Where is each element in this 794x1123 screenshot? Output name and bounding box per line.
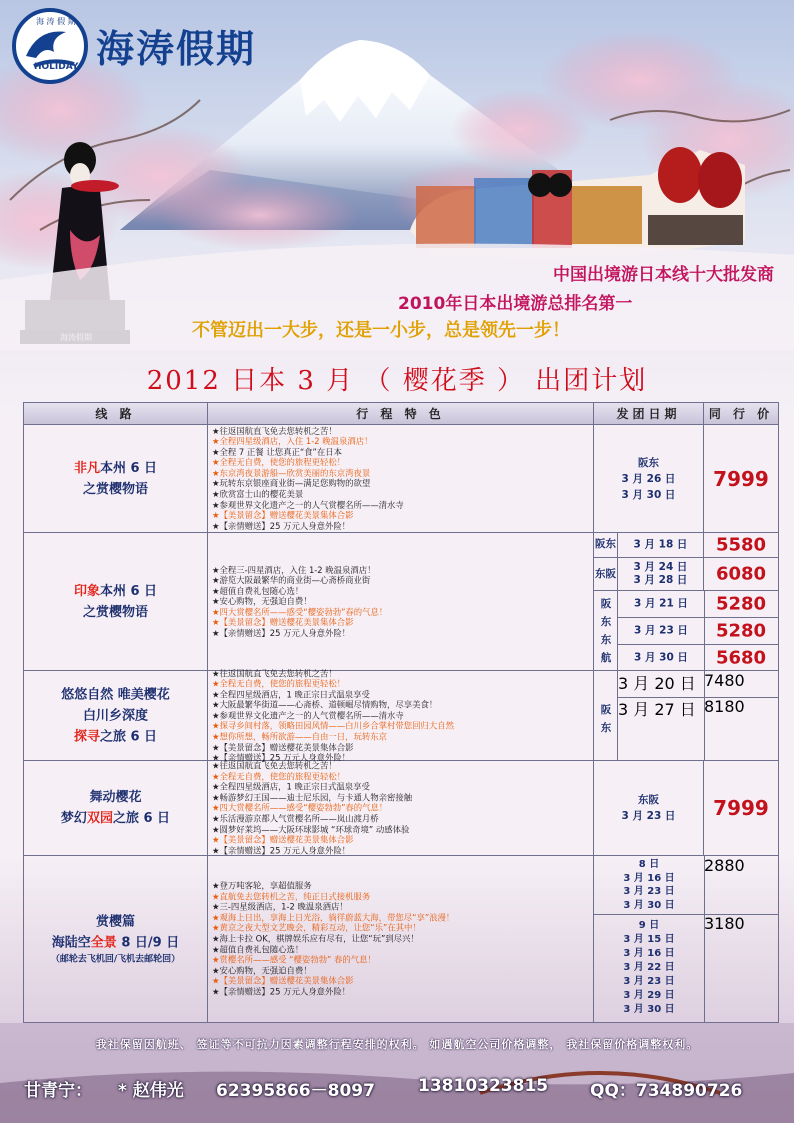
route-highlight: 全景 (90, 935, 117, 951)
itinerary-item: ★登万吨客轮，享超值服务 (212, 880, 312, 891)
price: 5280 (715, 620, 767, 641)
route-highlight: 双园 (86, 811, 113, 826)
contact-bar (0, 1076, 794, 1106)
departure-dates: 8 日 3 月 16 日 3 月 23 日 3 月 30 日 (623, 859, 675, 911)
route-name: 赏樱篇 海陆空全景 8 日/9 日 （邮轮去飞机回/飞机去邮轮回） (24, 912, 207, 967)
itinerary-item: ★全程四星级酒店，1 晚正宗日式温泉享受 (212, 689, 370, 700)
itinerary-item: ★全程无自费，使您的旅程更轻松！ (212, 770, 346, 781)
itinerary-item: ★黄京之夜大型文艺晚会，精彩互动，让您“乐”在其中！ (212, 923, 421, 934)
date-group (594, 914, 778, 1022)
contact-phone[interactable]: 62395866－8097 (216, 1081, 375, 1101)
price: 3180 (704, 914, 745, 933)
departure-dates: 9 日 3 月 15 日 3 月 16 日 3 月 22 日 3 月 23 日 3 月 29 日 3 月 30 日 (623, 920, 675, 1015)
departure-city: 东阪 (595, 568, 616, 580)
departure-dates: 阪东 3 月 26 日 3 月 30 日 (621, 456, 676, 501)
departure-city: 阪东 (595, 538, 616, 550)
route-highlight: 非凡 (73, 460, 100, 476)
disclaimer-notice: 我社保留因航班、 签证等不可抗力因素调整行程安排的权利。 如遇航空公司价格调整， 我社保留价格调整权利。 (95, 1038, 699, 1051)
route-name: 印象本州 6 日 之赏樱物语 (73, 583, 158, 620)
slogan-line-3: 不管迈出一大步，还是一小步，总是领先一步！ (192, 320, 570, 341)
contact-region-label: 甘青宁： (24, 1081, 92, 1101)
header-itinerary: 行 程 特 色 (208, 403, 594, 424)
route-highlight: 印象 (73, 583, 100, 599)
itinerary-item: ★【亲情赠送】25 万元人身意外险！ (212, 627, 351, 638)
tour-schedule-table (23, 402, 779, 1023)
itinerary-item: ★往返国航直飞免去您转机之苦！ (212, 760, 337, 771)
itinerary-item: ★赏樱名所——感受 “樱姿勃勃” 春的气息！ (212, 954, 376, 965)
departure-date: 3 月 30 日 (634, 651, 688, 663)
itinerary-item: ★【亲情赠送】25 万元人身意外险！ (212, 986, 351, 997)
price: 5580 (715, 534, 767, 556)
departure-dates: 东阪 3 月 23 日 (621, 794, 676, 822)
date-group (594, 591, 778, 671)
contact-mobile[interactable]: 13810323815 (418, 1076, 549, 1096)
price: 8180 (704, 697, 745, 716)
itinerary-item: ★全程四星级酒店，1 晚正宗日式温泉享受 (212, 781, 370, 792)
itinerary-item: ★往返国航直飞免去您转机之苦！ (212, 667, 337, 678)
itinerary-item: ★畅游梦幻王国——迪士尼乐园，与卡通人物亲密接触 (212, 792, 413, 803)
slogan-line-2: 2010年日本出境游总排名第一 (398, 294, 633, 314)
itinerary-item: ★全程四星级酒店，入住 1-2 晚温泉酒店！ (212, 436, 373, 447)
route-highlight: 探寻 (73, 729, 100, 744)
departure-date: 3 月 24 日 3 月 28 日 (633, 561, 688, 586)
price: 7999 (713, 466, 769, 491)
itinerary-item: ★欣赏富士山的樱花美景 (212, 489, 304, 500)
brand-english: HOLIDAY (34, 62, 79, 72)
itinerary-item: ★东京湾夜景游船—欣赏美丽的东京湾夜景 (212, 467, 371, 478)
price: 7999 (713, 796, 769, 820)
table-row (24, 425, 778, 533)
brand-logo[interactable] (8, 6, 268, 86)
itinerary-item: ★直航免去您转机之苦，纯正日式接机服务 (212, 891, 371, 902)
departure-date: 3 月 20 日 (618, 674, 696, 693)
departure-date: 3 月 23 日 (634, 624, 688, 636)
itinerary-list (212, 426, 591, 532)
itinerary-item: ★海上卡拉 OK，棋牌娱乐应有尽有，让您“玩”到尽兴！ (212, 933, 419, 944)
itinerary-item: ★超值自费礼包随心选！ (212, 585, 304, 596)
table-row (24, 856, 778, 1022)
itinerary-item: ★往返国航直飞免去您转机之苦！ (212, 425, 337, 436)
table-row (24, 533, 778, 671)
price: 5680 (715, 647, 767, 668)
itinerary-list (212, 881, 591, 998)
itinerary-item: ★【美景留念】赠送樱花美景集体合影 (212, 617, 354, 628)
itinerary-item: ★乐活漫游京都人气赏樱名所——岚山渡月桥 (212, 813, 379, 824)
itinerary-list (212, 564, 591, 638)
price: 7480 (704, 671, 745, 690)
itinerary-item: ★【亲情赠送】25 万元人身意外险！ (212, 845, 351, 856)
itinerary-list (212, 668, 591, 763)
itinerary-item: ★【美景留念】赠送樱花美景集体合影 (212, 741, 354, 752)
itinerary-item: ★三-四星级酒店，1-2 晚温泉酒店！ (212, 901, 348, 912)
itinerary-item: ★想你所想，畅所欲游——自由一日，玩转东京 (212, 731, 388, 742)
itinerary-item: ★安心购物，无强迫自费！ (212, 965, 312, 976)
price: 5280 (715, 593, 767, 615)
itinerary-item: ★玩转东京银座商业街—满足您购物的欲望 (212, 478, 371, 489)
itinerary-list (212, 760, 591, 855)
slogan-line-1: 中国出境游日本线十大批发商 (553, 265, 774, 285)
departure-city: 阪东东航 (600, 598, 612, 664)
price: 6080 (715, 563, 767, 585)
date-group (594, 856, 778, 915)
brand-name: 海涛假期 (96, 26, 257, 71)
departure-date: 3 月 27 日 (618, 700, 696, 719)
itinerary-item: ★圆梦好莱坞——大阪环球影城 “环球奇境” 动感体验 (212, 823, 410, 834)
departure-city: 阪东 (600, 704, 612, 734)
contact-person: * 赵伟光 (118, 1081, 184, 1101)
price: 2880 (704, 856, 745, 875)
itinerary-item: ★四大赏樱名所——感受“樱姿勃勃”春的气息！ (212, 606, 388, 617)
itinerary-item: ★安心购物，无强迫自费！ (212, 596, 312, 607)
contact-qq[interactable]: QQ：734890726 (590, 1081, 743, 1101)
date-group (594, 533, 778, 558)
itinerary-item: ★探寻乡间村落，领略田园风情——白川乡合掌村带您回归大自然 (212, 720, 455, 731)
date-group (594, 558, 778, 591)
route-name: 悠悠自然 唯美樱花 白川乡深度 探寻之旅 6 日 (61, 687, 170, 744)
brand-small-text: 海 涛 假 期 (36, 17, 76, 26)
itinerary-item: ★观海上日出，享海上日光浴，徜徉蔚蓝大海，带您尽“享”浪漫！ (212, 912, 455, 923)
itinerary-item: ★游览大阪最繁华的商业街—心斋桥商业街 (212, 575, 371, 586)
itinerary-item: ★全程三-四星酒店，入住 1-2 晚温泉酒店！ (212, 564, 376, 575)
table-header-row (24, 403, 778, 425)
header-dates: 发团日期 (594, 403, 704, 424)
header-route: 线 路 (24, 403, 208, 424)
departure-date: 3 月 21 日 (634, 597, 688, 610)
itinerary-item: ★全程无自费，使您的旅程更轻松！ (212, 678, 346, 689)
itinerary-item: ★参观世界文化遗产之一的人气赏樱名所——清水寺 (212, 710, 404, 721)
itinerary-item: ★【美景留念】赠送樱花美景集体合影 (212, 834, 354, 845)
departure-date: 3 月 18 日 (633, 538, 688, 551)
header-price: 同 行 价 (708, 407, 774, 421)
itinerary-item: ★超值自费礼包随心选！ (212, 944, 304, 955)
itinerary-item: ★【美景留念】赠送樱花美景集体合影 (212, 976, 354, 987)
itinerary-item: ★大阪最繁华街道——心斋桥、道顿崛尽情购物，尽享美食！ (212, 699, 438, 710)
route-name: 非凡本州 6 日 之赏樱物语 (73, 460, 158, 497)
itinerary-item: ★全程无自费，使您的旅程更轻松！ (212, 457, 346, 468)
route-note: （邮轮去飞机回/飞机去邮轮回） (50, 954, 181, 965)
itinerary-item: ★【亲情赠送】25 万元人身意外险！ (212, 520, 351, 531)
route-name: 舞动樱花 梦幻双园之旅 6 日 (60, 790, 171, 826)
itinerary-item: ★【美景留念】赠送樱花美景集体合影 (212, 510, 354, 521)
table-row (24, 667, 778, 763)
itinerary-item: ★四大赏樱名所——感受“樱姿勃勃”春的气息！ (212, 802, 388, 813)
itinerary-item: ★全程 7 正餐 让您真正“食”在日本 (212, 446, 342, 457)
itinerary-item: ★参观世界文化遗产之一的人气赏樱名所——清水寺 (212, 499, 404, 510)
page-title: 2012 日本 3 月 （ 樱花季 ） 出团计划 (146, 366, 648, 396)
itinerary-item: ★【亲情赠送】25 万元人身意外险！ (212, 752, 351, 763)
table-row (24, 761, 778, 856)
